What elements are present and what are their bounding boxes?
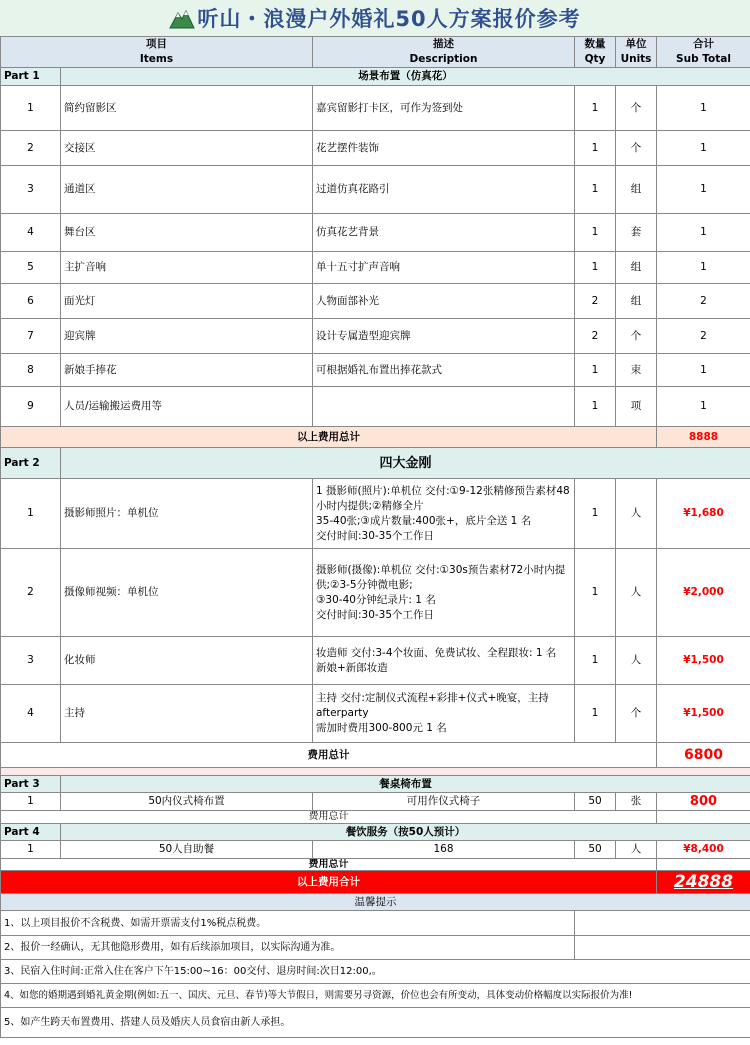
part1-label: Part 1 <box>1 68 61 86</box>
row-qty: 1 <box>575 166 616 214</box>
row-item: 主扩音响 <box>61 252 313 284</box>
row-sub: ¥1,500 <box>657 685 750 743</box>
row-qty: 1 <box>575 86 616 131</box>
row-sub: 2 <box>657 319 750 354</box>
row-no: 5 <box>1 252 61 284</box>
tip-text: 3、民宿入住时间:正常入住在客户下午15:00~16：00交付、退房时间:次日12:00,。 <box>1 960 750 984</box>
tip-blank <box>575 911 750 936</box>
row-no: 4 <box>1 214 61 252</box>
tip-text: 4、如您的婚期遇到婚礼黄金期(例如:五一、国庆、元旦、春节)等大节假日，则需要另寻资源，价位也会有所变动，具体变动价格幅度以实际报价为准! <box>1 984 750 1008</box>
part1-header <box>1 68 750 86</box>
header-items: 项目 Items <box>1 37 313 68</box>
row-desc: 单十五寸扩声音响 <box>313 252 575 284</box>
row-unit: 组 <box>616 284 657 319</box>
spacer-cell <box>1 768 750 776</box>
table-row <box>1 354 750 387</box>
part1-total-row <box>1 427 750 448</box>
row-no: 1 <box>1 793 61 811</box>
row-qty: 1 <box>575 479 616 549</box>
row-unit: 个 <box>616 685 657 743</box>
tips-title: 温馨提示 <box>1 894 750 911</box>
row-sub: 1 <box>657 252 750 284</box>
row-qty: 1 <box>575 387 616 427</box>
part4-label: Part 4 <box>1 824 61 841</box>
row-item: 新娘手捧花 <box>61 354 313 387</box>
table-row <box>1 793 750 811</box>
row-no: 2 <box>1 549 61 637</box>
table-row <box>1 86 750 131</box>
row-sub: ¥8,400 <box>657 841 750 859</box>
tip-blank <box>575 936 750 960</box>
row-sub: ¥2,000 <box>657 549 750 637</box>
spacer-row <box>1 768 750 776</box>
row-no: 1 <box>1 86 61 131</box>
header-qty: 数量 Qty <box>575 37 616 68</box>
row-sub: 800 <box>657 793 750 811</box>
row-item: 迎宾牌 <box>61 319 313 354</box>
row-item: 50内仪式椅布置 <box>61 793 313 811</box>
table-row <box>1 387 750 427</box>
table-row <box>1 131 750 166</box>
row-unit: 人 <box>616 549 657 637</box>
row-desc: 仿真花艺背景 <box>313 214 575 252</box>
row-qty: 2 <box>575 284 616 319</box>
row-item: 交接区 <box>61 131 313 166</box>
row-qty: 1 <box>575 354 616 387</box>
row-qty: 50 <box>575 841 616 859</box>
tip-row <box>1 960 750 984</box>
row-unit: 人 <box>616 841 657 859</box>
row-no: 1 <box>1 841 61 859</box>
row-unit: 组 <box>616 252 657 284</box>
tip-row <box>1 984 750 1008</box>
table-row <box>1 166 750 214</box>
table-header <box>1 37 750 68</box>
part1-total-value: 8888 <box>657 427 750 448</box>
row-desc: 可用作仪式椅子 <box>313 793 575 811</box>
row-item: 通道区 <box>61 166 313 214</box>
row-sub: ¥1,680 <box>657 479 750 549</box>
header-subtotal: 合计 Sub Total <box>657 37 750 68</box>
tip-row <box>1 936 750 960</box>
part1-total-label: 以上费用总计 <box>1 427 657 448</box>
row-unit: 人 <box>616 637 657 685</box>
row-item: 人员/运输搬运费用等 <box>61 387 313 427</box>
row-desc: 168 <box>313 841 575 859</box>
row-item: 摄影师照片：单机位 <box>61 479 313 549</box>
part2-total-label: 费用总计 <box>1 743 657 768</box>
row-desc: 嘉宾留影打卡区，可作为签到处 <box>313 86 575 131</box>
title-bar <box>0 0 750 37</box>
row-item: 50人自助餐 <box>61 841 313 859</box>
grand-total-label: 以上费用合计 <box>1 871 657 894</box>
row-desc <box>313 387 575 427</box>
row-desc: 摄影师(摄像):单机位 交付:①30s预告素材72小时内提供;②3-5分钟微电影; ③30-40分钟纪录片: 1 名 交付时间:30-35个工作日 <box>313 549 575 637</box>
table-row <box>1 319 750 354</box>
row-qty: 1 <box>575 214 616 252</box>
table-row <box>1 549 750 637</box>
row-desc: 主持 交付:定制仪式流程+彩排+仪式+晚宴，主持afterparty 需加时费用300-800元 1 名 <box>313 685 575 743</box>
table-row <box>1 284 750 319</box>
row-no: 8 <box>1 354 61 387</box>
row-no: 1 <box>1 479 61 549</box>
tips-header <box>1 894 750 911</box>
row-item: 面光灯 <box>61 284 313 319</box>
row-item: 舞台区 <box>61 214 313 252</box>
table-row <box>1 841 750 859</box>
row-unit: 束 <box>616 354 657 387</box>
table-row <box>1 637 750 685</box>
row-sub: 1 <box>657 86 750 131</box>
row-unit: 组 <box>616 166 657 214</box>
row-item: 主持 <box>61 685 313 743</box>
row-desc: 人物面部补光 <box>313 284 575 319</box>
row-qty: 2 <box>575 319 616 354</box>
tip-text: 5、如产生跨天布置费用、搭建人员及婚庆人员食宿由新人承担。 <box>1 1008 750 1038</box>
row-desc: 设计专属造型迎宾牌 <box>313 319 575 354</box>
quote-table <box>0 36 750 1038</box>
grand-total-row <box>1 871 750 894</box>
row-unit: 个 <box>616 319 657 354</box>
part2-total-value: 6800 <box>657 743 750 768</box>
header-description: 描述 Description <box>313 37 575 68</box>
part2-label: Part 2 <box>1 448 61 479</box>
tip-row <box>1 1008 750 1038</box>
part2-header <box>1 448 750 479</box>
row-sub: 2 <box>657 284 750 319</box>
row-desc: 过道仿真花路引 <box>313 166 575 214</box>
row-unit: 张 <box>616 793 657 811</box>
row-unit: 人 <box>616 479 657 549</box>
table-row <box>1 214 750 252</box>
row-sub: 1 <box>657 387 750 427</box>
row-unit: 个 <box>616 86 657 131</box>
row-qty: 1 <box>575 131 616 166</box>
row-qty: 50 <box>575 793 616 811</box>
part4-total-value <box>657 859 750 871</box>
row-sub: 1 <box>657 214 750 252</box>
part4-title: 餐饮服务（按50人预计） <box>61 824 750 841</box>
header-units: 单位 Units <box>616 37 657 68</box>
row-item: 摄像师视频：单机位 <box>61 549 313 637</box>
part3-total-row <box>1 811 750 824</box>
row-desc: 妆造师 交付:3-4个妆面、免费试妆、全程跟妆: 1 名 新娘+新郎妆造 <box>313 637 575 685</box>
part3-total-value <box>657 811 750 824</box>
row-desc: 1 摄影师(照片):单机位 交付:①9-12张精修预告素材48小时内提供;②精修全片 35-40张;③成片数量:400张+，底片全送 1 名 交付时间:30-35个工作日 <box>313 479 575 549</box>
table-row <box>1 685 750 743</box>
tip-row <box>1 911 750 936</box>
row-no: 6 <box>1 284 61 319</box>
row-desc: 可根据婚礼布置出捧花款式 <box>313 354 575 387</box>
mountain-icon <box>169 7 195 29</box>
row-no: 2 <box>1 131 61 166</box>
part3-total-label: 费用总计 <box>1 811 657 824</box>
row-sub: 1 <box>657 131 750 166</box>
row-sub: 1 <box>657 354 750 387</box>
part2-total-row <box>1 743 750 768</box>
row-qty: 1 <box>575 637 616 685</box>
row-no: 7 <box>1 319 61 354</box>
row-no: 9 <box>1 387 61 427</box>
tip-text: 1、以上项目报价不含税费、如需开票需支付1%税点税费。 <box>1 911 575 936</box>
row-no: 4 <box>1 685 61 743</box>
row-item: 简约留影区 <box>61 86 313 131</box>
part3-title: 餐桌椅布置 <box>61 776 750 793</box>
row-unit: 个 <box>616 131 657 166</box>
row-unit: 项 <box>616 387 657 427</box>
table-row <box>1 252 750 284</box>
row-qty: 1 <box>575 685 616 743</box>
part4-header <box>1 824 750 841</box>
part3-label: Part 3 <box>1 776 61 793</box>
part4-total-label: 费用总计 <box>1 859 657 871</box>
part3-header <box>1 776 750 793</box>
row-qty: 1 <box>575 252 616 284</box>
row-item: 化妆师 <box>61 637 313 685</box>
page-title: 听山・浪漫户外婚礼50人方案报价参考 <box>197 7 581 31</box>
tip-text: 2、报价一经确认，无其他隐形费用，如有后续添加项目，以实际沟通为准。 <box>1 936 575 960</box>
row-no: 3 <box>1 637 61 685</box>
row-sub: 1 <box>657 166 750 214</box>
part2-title: 四大金刚 <box>61 448 750 479</box>
row-no: 3 <box>1 166 61 214</box>
row-desc: 花艺摆件装饰 <box>313 131 575 166</box>
row-qty: 1 <box>575 549 616 637</box>
part1-title: 场景布置（仿真花） <box>61 68 750 86</box>
row-sub: ¥1,500 <box>657 637 750 685</box>
part4-total-row <box>1 859 750 871</box>
row-unit: 套 <box>616 214 657 252</box>
grand-total-value: 24888 <box>657 871 750 894</box>
table-row <box>1 479 750 549</box>
